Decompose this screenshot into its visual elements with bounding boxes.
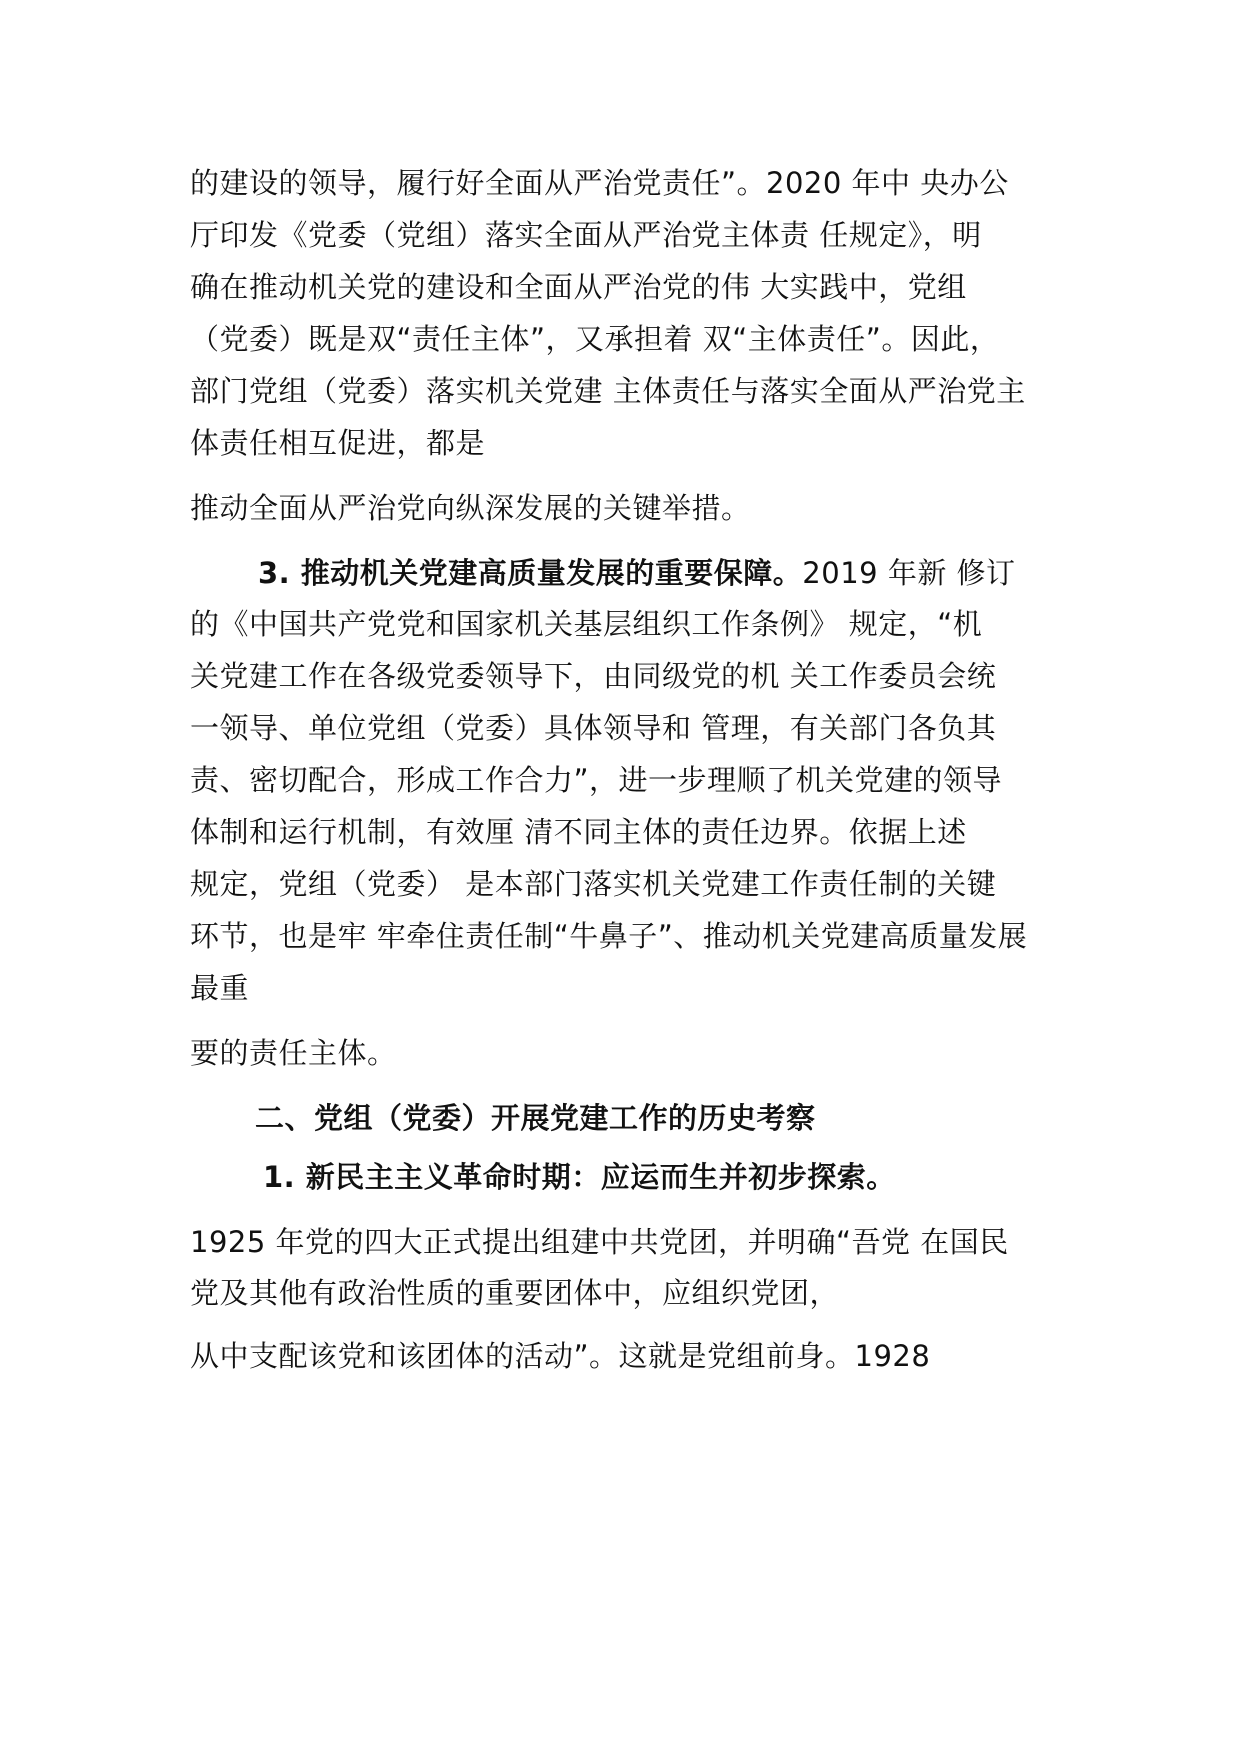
body-text-line: 责、密切配合，形成工作合力”，进一步理顺了机关党建的领导 <box>190 763 1003 797</box>
body-text-line: 厅印发《党委（党组）落实全面从严治党主体责 任规定》，明 <box>190 218 982 252</box>
body-text-line: 体制和运行机制，有效厘 清不同主体的责任边界。依据上述 <box>190 815 967 849</box>
body-text-line: 1925 年党的四大正式提出组建中共党团，并明确“吾党 在国民 <box>190 1225 1009 1259</box>
body-text-line: 最重 <box>190 971 250 1005</box>
body-text-line: 环节，也是牢 牢牵住责任制“牛鼻子”、推动机关党建高质量发展 <box>190 919 1028 953</box>
body-text-line: （党委）既是双“责任主体”，又承担着 双“主体责任”。因此， <box>190 322 1000 356</box>
body-text-line: 一领导、单位党组（党委）具体领导和 管理，有关部门各负其 <box>190 711 997 745</box>
numbered-paragraph-line <box>258 553 1016 593</box>
subheading: 3. 推动机关党建高质量发展的重要保障。 <box>258 556 803 590</box>
body-text-line: 关党建工作在各级党委领导下，由同级党的机 关工作委员会统 <box>190 659 997 693</box>
body-text-line: 规定，党组（党委） 是本部门落实机关党建工作责任制的关键 <box>190 867 997 901</box>
body-text-line: 推动全面从严治党向纵深发展的关键举措。 <box>190 491 751 525</box>
subheading: 1. 新民主主义革命时期：应运而生并初步探索。 <box>263 1160 896 1194</box>
body-text-line: 从中支配该党和该团体的活动”。这就是党组前身。1928 <box>190 1339 931 1373</box>
body-text-line: 党及其他有政治性质的重要团体中，应组织党团， <box>190 1276 840 1310</box>
body-text-line: 部门党组（党委）落实机关党建 主体责任与落实全面从严治党主 <box>190 374 1026 408</box>
body-text-line: 的《中国共产党党和国家机关基层组织工作条例》 规定，“机 <box>190 607 983 641</box>
section-heading: 二、党组（党委）开展党建工作的历史考察 <box>255 1101 816 1135</box>
body-text-line: 体责任相互促进，都是 <box>190 426 486 460</box>
body-text-fragment: 2019 年新 修订 <box>802 556 1016 590</box>
body-text-line: 确在推动机关党的建设和全面从严治党的伟 大实践中，党组 <box>190 270 967 304</box>
body-text-line: 要的责任主体。 <box>190 1036 397 1070</box>
body-text-line: 的建设的领导，履行好全面从严治党责任”。2020 年中 央办公 <box>190 166 1009 200</box>
